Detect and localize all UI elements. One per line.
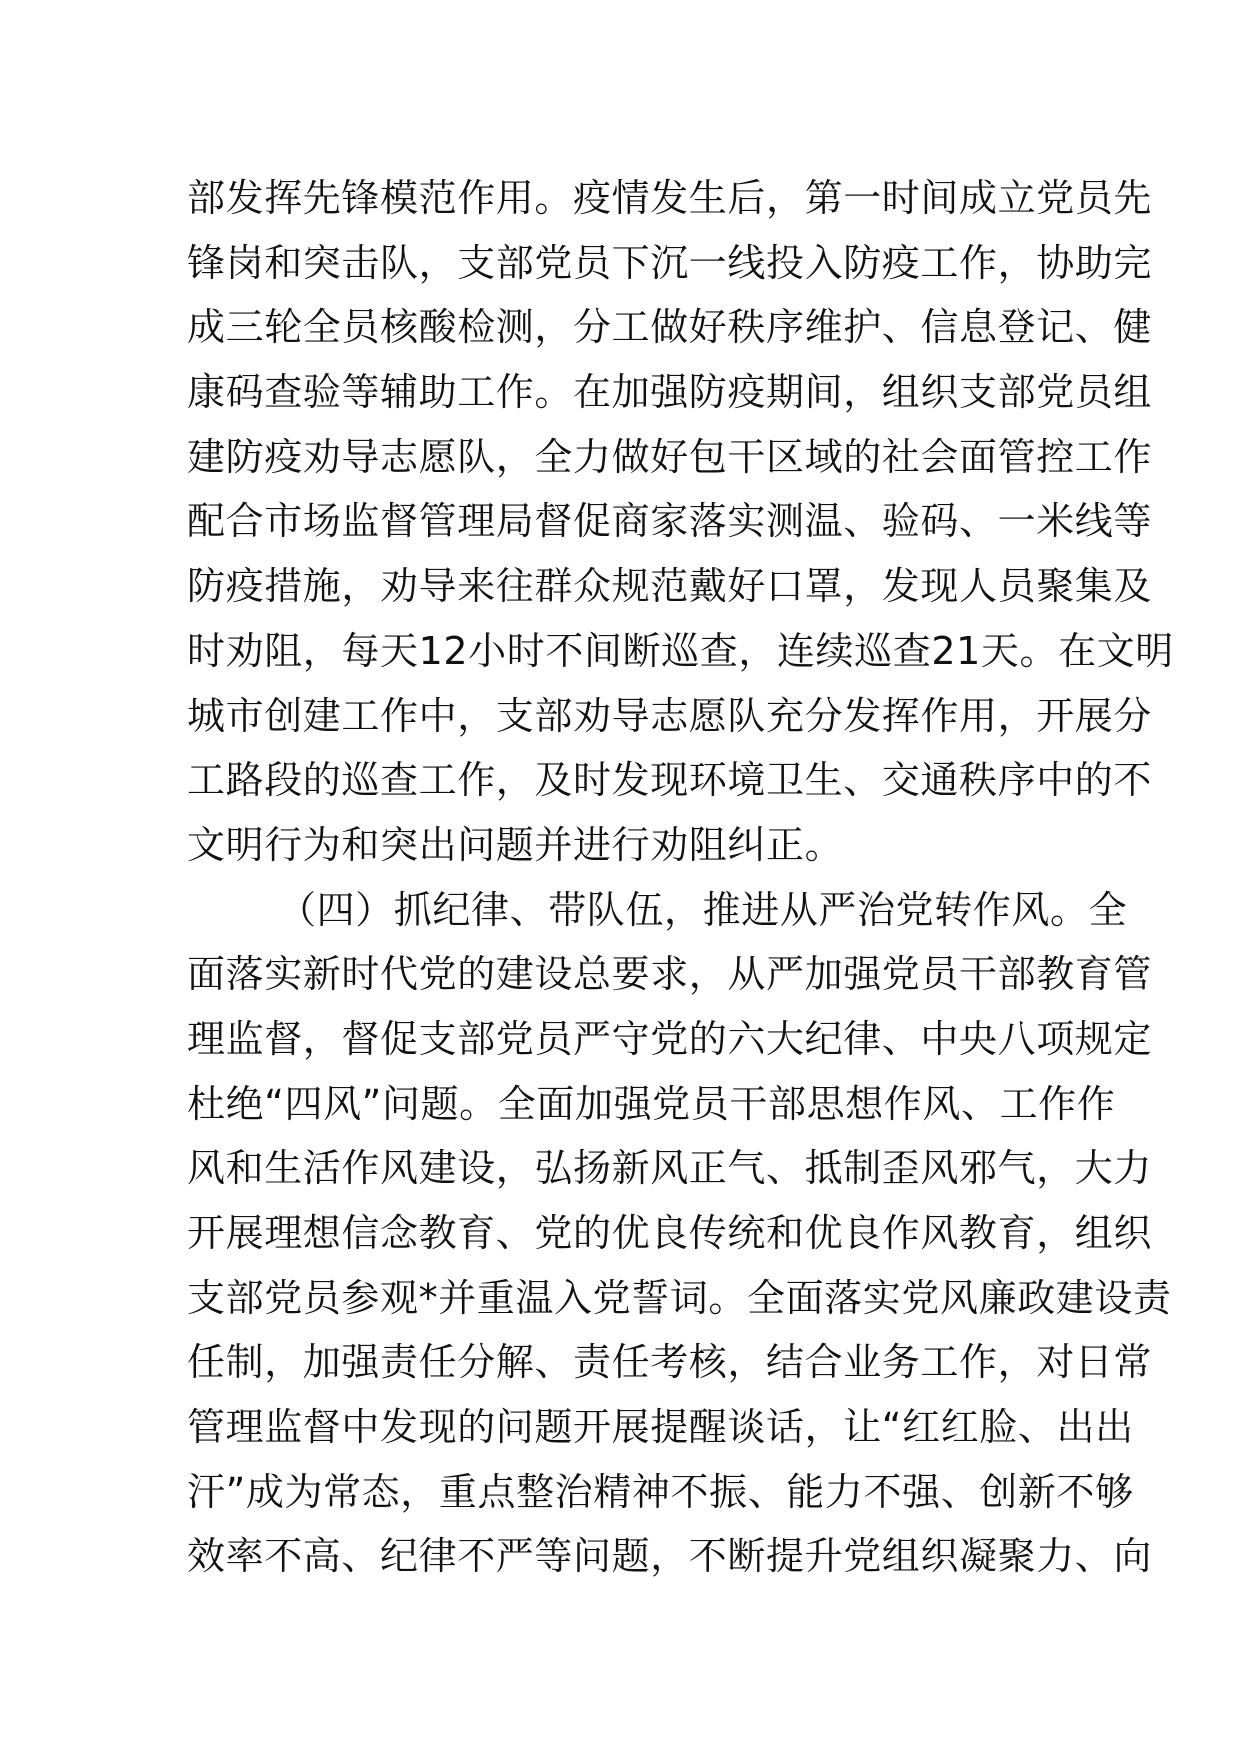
body-text <box>187 166 1174 1589</box>
text-line-6: 配合市场监督管理局督促商家落实测温、验码、一米线等 <box>187 499 1153 544</box>
text-line-2: 锋岗和突击队，支部党员下沉一线投入防疫工作，协助完 <box>187 240 1153 285</box>
text-line-5: 建防疫劝导志愿队，全力做好包干区域的社会面管控工作 <box>187 434 1153 479</box>
text-line-1: 部发挥先锋模范作用。疫情发生后，第一时间成立党员先 <box>187 176 1153 220</box>
section-heading-line: （四）抓纪律、带队伍，推进从严治党转作风。全 <box>278 887 1128 932</box>
text-line-13: 面落实新时代党的建设总要求，从严加强党员干部教育管 <box>187 952 1153 997</box>
text-line-9: 城市创建工作中，支部劝导志愿队充分发挥作用，开展分 <box>187 693 1153 738</box>
text-line-18: 支部党员参观*并重温入党誓词。全面落实党风廉政建设责 <box>187 1275 1172 1320</box>
text-line-8: 时劝阻，每天12小时不间断巡查，连续巡查21天。在文明 <box>187 628 1174 673</box>
text-line-7: 防疫措施，劝导来往群众规范戴好口罩，发现人员聚集及 <box>187 564 1153 609</box>
text-line-20: 管理监督中发现的问题开展提醒谈话，让“红红脸、出出 <box>187 1405 1134 1450</box>
text-line-10: 工路段的巡查工作，及时发现环境卫生、交通秩序中的不 <box>187 758 1153 803</box>
text-line-3: 成三轮全员核酸检测，分工做好秩序维护、信息登记、健 <box>187 305 1153 350</box>
text-line-19: 任制，加强责任分解、责任考核，结合业务工作，对日常 <box>187 1340 1153 1385</box>
text-line-11: 文明行为和突出问题并进行劝阻纠正。 <box>187 822 844 867</box>
text-line-4: 康码查验等辅助工作。在加强防疫期间，组织支部党员组 <box>187 370 1153 415</box>
text-line-22: 效率不高、纪律不严等问题，不断提升党组织凝聚力、向 <box>187 1534 1153 1579</box>
text-line-15: 杜绝“四风”问题。全面加强党员干部思想作风、工作作 <box>187 1081 1116 1126</box>
text-line-17: 开展理想信念教育、党的优良传统和优良作风教育，组织 <box>187 1211 1153 1255</box>
text-line-21: 汗”成为常态，重点整治精神不振、能力不强、创新不够 <box>187 1469 1134 1514</box>
text-line-14: 理监督，督促支部党员严守党的六大纪律、中央八项规定 <box>187 1016 1153 1061</box>
text-line-16: 风和生活作风建设，弘扬新风正气、抵制歪风邪气，大力 <box>187 1146 1153 1191</box>
